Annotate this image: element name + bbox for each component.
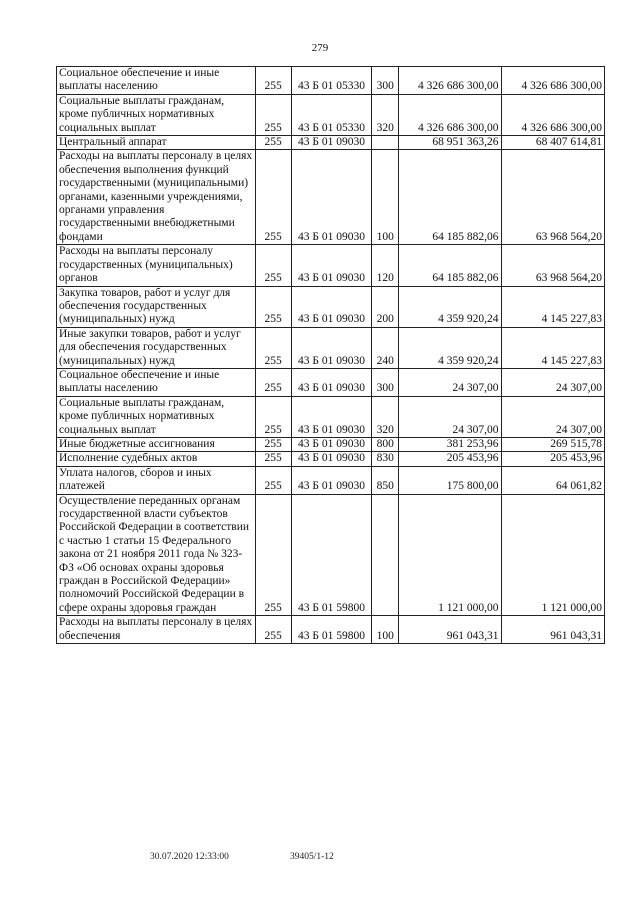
row-sum-executed-cell: 269 515,78 [501, 437, 605, 451]
row-vr-cell: 800 [372, 437, 399, 451]
row-vr-cell: 100 [372, 616, 399, 644]
row-name-cell: Расходы на выплаты персоналу в целях обеспечения выполнения функций государственными (муниципальными) органами, казенными учреждениями, органами управления государственными внебюджетными фондами [57, 150, 256, 245]
row-sum-2019-cell: 64 185 882,06 [399, 245, 501, 286]
row-name-cell: Расходы на выплаты персоналу в целях обеспечения [57, 616, 256, 644]
row-name-cell: Иные закупки товаров, работ и услуг для обеспечения государственных (муниципальных) нужд [57, 327, 256, 368]
row-code-cell: 255 [255, 286, 291, 327]
footer-doc-number: 39405/1-12 [290, 852, 334, 862]
row-sum-2019-cell: 175 800,00 [399, 466, 501, 494]
table-row [57, 286, 605, 327]
row-sum-2019-cell: 1 121 000,00 [399, 494, 501, 616]
row-vr-cell: 830 [372, 452, 399, 466]
row-name-cell: Исполнение судебных актов [57, 452, 256, 466]
row-sum-2019-cell: 4 359 920,24 [399, 286, 501, 327]
row-name-cell: Осуществление переданных органам государственной власти субъектов Российской Федерации в соответствии с частью 1 статьи 15 Федерального закона от 21 ноября 2011 года № 323-ФЗ «Об основах охраны здоровья граждан в Российской Федерации» полномочий Российской Федерации в сфере охраны здоровья граждан [57, 494, 256, 616]
row-name-cell: Центральный аппарат [57, 136, 256, 150]
row-sum-executed-cell: 24 307,00 [501, 368, 605, 396]
row-name-cell: Социальные выплаты гражданам, кроме публичных нормативных социальных выплат [57, 94, 256, 135]
row-csr-cell: 43 Б 01 05330 [291, 67, 372, 95]
row-sum-2019-cell: 4 326 686 300,00 [399, 67, 501, 95]
row-csr-cell: 43 Б 01 59800 [291, 616, 372, 644]
table-row [57, 150, 605, 245]
row-sum-executed-cell: 4 326 686 300,00 [501, 94, 605, 135]
row-sum-executed-cell: 961 043,31 [501, 616, 605, 644]
table-row [57, 245, 605, 286]
row-csr-cell: 43 Б 01 09030 [291, 437, 372, 451]
row-csr-cell: 43 Б 01 09030 [291, 368, 372, 396]
table-row [57, 466, 605, 494]
row-code-cell: 255 [255, 327, 291, 368]
row-code-cell: 255 [255, 136, 291, 150]
table-row [57, 67, 605, 95]
row-csr-cell: 43 Б 01 09030 [291, 245, 372, 286]
row-vr-cell: 320 [372, 396, 399, 437]
row-sum-2019-cell: 961 043,31 [399, 616, 501, 644]
row-csr-cell: 43 Б 01 59800 [291, 494, 372, 616]
table-row [57, 616, 605, 644]
row-code-cell: 255 [255, 396, 291, 437]
table-row [57, 452, 605, 466]
budget-table [56, 66, 605, 644]
row-vr-cell: 200 [372, 286, 399, 327]
table-row [57, 494, 605, 616]
row-csr-cell: 43 Б 01 09030 [291, 452, 372, 466]
row-name-cell: Уплата налогов, сборов и иных платежей [57, 466, 256, 494]
budget-table-body [57, 67, 605, 644]
table-row [57, 136, 605, 150]
row-code-cell: 255 [255, 94, 291, 135]
row-sum-executed-cell: 24 307,00 [501, 396, 605, 437]
row-sum-2019-cell: 4 359 920,24 [399, 327, 501, 368]
row-sum-executed-cell: 205 453,96 [501, 452, 605, 466]
table-row [57, 94, 605, 135]
row-name-cell: Социальное обеспечение и иные выплаты населению [57, 368, 256, 396]
row-code-cell: 255 [255, 150, 291, 245]
row-sum-2019-cell: 64 185 882,06 [399, 150, 501, 245]
row-csr-cell: 43 Б 01 09030 [291, 286, 372, 327]
row-vr-cell: 850 [372, 466, 399, 494]
row-sum-2019-cell: 381 253,96 [399, 437, 501, 451]
row-csr-cell: 43 Б 01 09030 [291, 396, 372, 437]
row-sum-executed-cell: 63 968 564,20 [501, 245, 605, 286]
row-vr-cell: 300 [372, 67, 399, 95]
row-name-cell: Социальные выплаты гражданам, кроме публичных нормативных социальных выплат [57, 396, 256, 437]
row-sum-executed-cell: 64 061,82 [501, 466, 605, 494]
row-code-cell: 255 [255, 452, 291, 466]
page-number: 279 [311, 42, 329, 54]
row-code-cell: 255 [255, 437, 291, 451]
table-row [57, 437, 605, 451]
row-vr-cell: 300 [372, 368, 399, 396]
row-csr-cell: 43 Б 01 05330 [291, 94, 372, 135]
row-name-cell: Закупка товаров, работ и услуг для обеспечения государственных (муниципальных) нужд [57, 286, 256, 327]
footer-date: 30.07.2020 12:33:00 [150, 852, 229, 862]
row-vr-cell [372, 136, 399, 150]
row-sum-executed-cell: 1 121 000,00 [501, 494, 605, 616]
table-row [57, 396, 605, 437]
row-sum-2019-cell: 24 307,00 [399, 396, 501, 437]
row-vr-cell [372, 494, 399, 616]
row-code-cell: 255 [255, 245, 291, 286]
row-sum-executed-cell: 4 145 227,83 [501, 327, 605, 368]
row-sum-executed-cell: 63 968 564,20 [501, 150, 605, 245]
row-vr-cell: 120 [372, 245, 399, 286]
row-code-cell: 255 [255, 67, 291, 95]
row-sum-executed-cell: 4 145 227,83 [501, 286, 605, 327]
row-sum-2019-cell: 205 453,96 [399, 452, 501, 466]
row-name-cell: Социальное обеспечение и иные выплаты населению [57, 67, 256, 95]
table-row [57, 368, 605, 396]
row-code-cell: 255 [255, 494, 291, 616]
row-sum-2019-cell: 24 307,00 [399, 368, 501, 396]
row-code-cell: 255 [255, 368, 291, 396]
row-code-cell: 255 [255, 616, 291, 644]
row-vr-cell: 240 [372, 327, 399, 368]
row-code-cell: 255 [255, 466, 291, 494]
row-sum-2019-cell: 68 951 363,26 [399, 136, 501, 150]
row-name-cell: Расходы на выплаты персоналу государственных (муниципальных) органов [57, 245, 256, 286]
row-csr-cell: 43 Б 01 09030 [291, 466, 372, 494]
row-csr-cell: 43 Б 01 09030 [291, 136, 372, 150]
row-sum-executed-cell: 4 326 686 300,00 [501, 67, 605, 95]
row-csr-cell: 43 Б 01 09030 [291, 327, 372, 368]
table-row [57, 327, 605, 368]
row-vr-cell: 100 [372, 150, 399, 245]
row-csr-cell: 43 Б 01 09030 [291, 150, 372, 245]
row-name-cell: Иные бюджетные ассигнования [57, 437, 256, 451]
row-sum-2019-cell: 4 326 686 300,00 [399, 94, 501, 135]
row-sum-executed-cell: 68 407 614,81 [501, 136, 605, 150]
row-vr-cell: 320 [372, 94, 399, 135]
